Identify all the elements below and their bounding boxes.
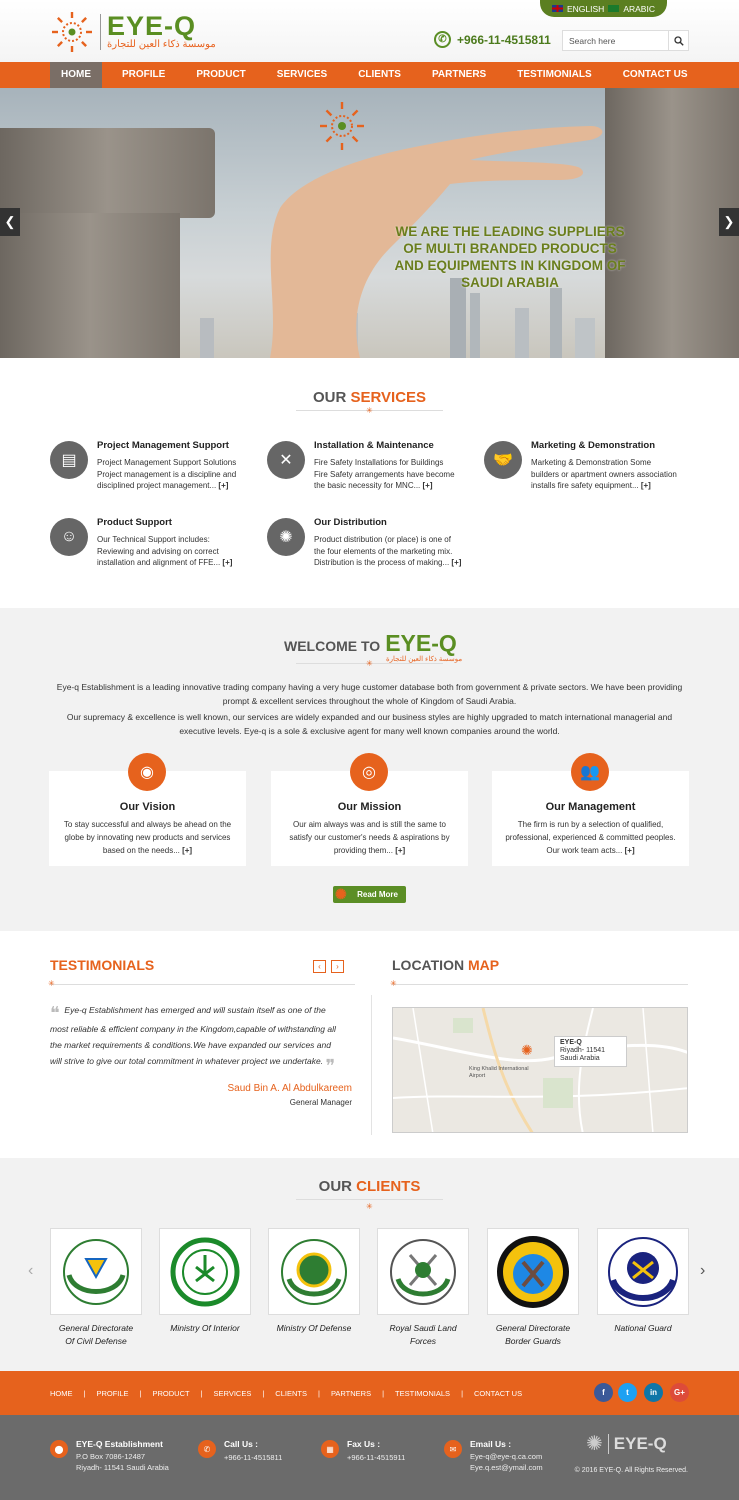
client-logo-ministry-interior[interactable] [159, 1228, 251, 1315]
search-button[interactable] [668, 31, 688, 50]
printer-icon: ▦ [321, 1440, 339, 1458]
email-icon: ✉ [444, 1440, 462, 1458]
footer-logo[interactable]: ✺ EYE-Q [586, 1433, 667, 1455]
footer-link-profile[interactable]: PROFILE [96, 1389, 129, 1398]
client-logo-civil-defense[interactable] [50, 1228, 142, 1315]
service-item[interactable]: ✕ Installation & Maintenance Fire Safety Installations for Buildings Fire Safety arrangements have become the basic necessity for MNC... [+] [267, 441, 467, 492]
phone-icon: ✆ [434, 31, 451, 48]
footer [0, 1415, 739, 1500]
location-map[interactable] [392, 1007, 688, 1133]
star-icon: ✺ [335, 886, 347, 902]
service-title: Project Management Support [97, 440, 229, 451]
footer-link-home[interactable]: HOME [50, 1389, 73, 1398]
map-pin-icon: ✺ [521, 1042, 533, 1058]
logo-arabic-text: موسسة ذكاء العين للتجارة [107, 39, 216, 50]
phone-icon: ✆ [198, 1440, 216, 1458]
nav-contact-us[interactable]: CONTACT US [622, 69, 688, 80]
clients-next-button[interactable]: › [700, 1262, 706, 1279]
border-guards-emblem-icon [493, 1232, 573, 1312]
location-pin-icon: ⬤ [50, 1440, 68, 1458]
welcome-paragraph-1: Eye-q Establishment is a leading innovative trading company having a very huge customer database both from government & private sectors. We have been providing prompt & excellent services throughout the whole of Kingdom of Saudi Arabia. [56, 682, 683, 706]
service-more-link[interactable]: [+] [218, 481, 229, 490]
welcome-paragraph-2: Our supremacy & excellence is well known, our services are widely expanded and our business styles are highly upgraded to match international managerial and executive levels. Eye-q is a sole & exclusive agent for many well known companies around the world. [66, 712, 673, 736]
clients-prev-button[interactable]: ‹ [28, 1262, 34, 1279]
service-title: Installation & Maintenance [314, 440, 434, 451]
divider-star-icon: ✳ [366, 406, 373, 415]
hero-tagline: WE ARE THE LEADING SUPPLIERS OF MULTI BRANDED PRODUCTS AND EQUIPMENTS IN KINGDOM OF SAUDI ARABIA [394, 224, 626, 290]
saudi-flag-icon [608, 5, 619, 12]
service-more-link[interactable]: [+] [640, 481, 651, 490]
client-logo-border-guards[interactable] [487, 1228, 579, 1315]
headset-icon: ☺ [50, 518, 88, 556]
client-logo-ministry-defense[interactable] [268, 1228, 360, 1315]
footer-link-services[interactable]: SERVICES [213, 1389, 252, 1398]
main-nav [0, 62, 739, 88]
client-name: General Directorate Border Guards [495, 1323, 571, 1346]
logo-star-icon [50, 10, 94, 54]
facebook-icon[interactable]: f [594, 1383, 613, 1402]
eye-icon: ◉ [128, 753, 166, 791]
card-more-link[interactable]: [+] [182, 846, 193, 855]
search-input[interactable]: Search here [569, 35, 616, 46]
hero-prev-button[interactable] [0, 208, 20, 236]
mission-card[interactable]: ◎ Our Mission Our aim always was and is still the same to satisfy our customer's needs & aspirations by providing them... [+] [271, 771, 468, 866]
clients-heading: OUR CLIENTS [318, 1178, 421, 1195]
nav-profile[interactable]: PROFILE [122, 69, 166, 80]
testimonial-next-button[interactable]: › [331, 960, 344, 973]
location-heading: LOCATION MAP [392, 957, 500, 973]
logo-text: EYE-Q [107, 11, 197, 41]
footer-link-testimonials[interactable]: TESTIMONIALS [395, 1389, 451, 1398]
team-icon: 👥 [571, 753, 609, 791]
land-forces-emblem-icon [388, 1237, 458, 1307]
lang-english-link[interactable]: ENGLISH [552, 4, 604, 14]
client-name: Ministry Of Defense [276, 1323, 352, 1333]
copyright: © 2016 EYE-Q. All Rights Reserved. [574, 1467, 688, 1474]
site-header [0, 0, 739, 62]
close-quote-icon: ❞ [325, 1056, 336, 1076]
target-icon: ◎ [350, 753, 388, 791]
footer-address: ⬤ EYE-Q Establishment P.O Box 7086-12487 Riyadh- 11541 Saudi Arabia [50, 1439, 169, 1473]
services-heading: OUR SERVICES [312, 389, 427, 406]
client-name: General Directorate Of Civil Defense [58, 1323, 134, 1346]
nav-clients[interactable]: CLIENTS [358, 69, 401, 80]
handshake-icon: 🤝 [484, 441, 522, 479]
footer-link-partners[interactable]: PARTNERS [330, 1389, 372, 1398]
testimonial-prev-button[interactable]: ‹ [313, 960, 326, 973]
divider-star-icon: ✳ [390, 979, 397, 988]
ministry-interior-emblem-icon [170, 1237, 240, 1307]
hero-slider [0, 88, 739, 358]
phone-number[interactable]: +966-11-4515811 [457, 32, 551, 47]
tools-icon: ✕ [267, 441, 305, 479]
language-bar [540, 0, 667, 17]
service-item[interactable]: ✺ Our Distribution Product distribution (or place) is one of the four elements of the marketing mix. Distribution is the process of making... [+] [267, 518, 467, 569]
service-item[interactable]: ☺ Product Support Our Technical Support includes: Reviewing and advising on correct installation and alignment of FFE... [+] [50, 518, 250, 569]
footer-nav: HOME | PROFILE | PRODUCT | SERVICES | CLIENTS | PARTNERS | TESTIMONIALS | CONTACT US f t in G+ [0, 1371, 739, 1415]
divider-vertical [371, 995, 372, 1135]
footer-link-clients[interactable]: CLIENTS [275, 1389, 307, 1398]
hero-logo-star-icon [320, 96, 364, 156]
nav-home[interactable]: HOME [50, 62, 102, 88]
map-info-popup: EYE-Q Riyadh- 11541 Saudi Arabia [554, 1036, 627, 1067]
service-item[interactable]: 🤝 Marketing & Demonstration Marketing & Demonstration Some builders or apartment owners association installs fire safety equipment... [+] [484, 441, 684, 492]
welcome-section [0, 608, 739, 931]
divider-star-icon: ✳ [48, 979, 55, 988]
search-box [562, 30, 689, 51]
management-card[interactable]: 👥 Our Management The firm is run by a selection of qualified, professional, experienced & committed peoples. Our work team acts... [+] [492, 771, 689, 866]
network-icon: ✺ [267, 518, 305, 556]
service-title: Our Distribution [314, 517, 387, 528]
service-title: Product Support [97, 517, 172, 528]
client-logo-land-forces[interactable] [377, 1228, 469, 1315]
service-more-link[interactable]: [+] [222, 558, 233, 567]
service-item[interactable]: ▤ Project Management Support Project Management Support Solutions Project management is a discipline and disciplined project management... [+] [50, 441, 250, 492]
welcome-heading: WELCOME TO EYE-Q [284, 630, 457, 656]
client-name: Ministry Of Interior [170, 1323, 240, 1333]
footer-fax: ▦ Fax Us : +966-11-4515911 [321, 1439, 405, 1463]
civil-defense-emblem-icon [61, 1237, 131, 1307]
client-name: National Guard [614, 1323, 672, 1333]
card-more-link[interactable]: [+] [395, 846, 406, 855]
divider-star-icon: ✳ [366, 659, 373, 668]
service-more-link[interactable]: [+] [451, 558, 462, 567]
map-airport-label: King Khalid International Airport [469, 1066, 529, 1079]
testimonial-role: General Manager [289, 1098, 352, 1107]
twitter-icon[interactable]: t [618, 1383, 637, 1402]
client-name: Royal Saudi Land Forces [389, 1323, 457, 1346]
google-plus-icon[interactable]: G+ [670, 1383, 689, 1402]
read-more-button[interactable]: ✺ Read More [333, 886, 406, 903]
footer-link-product[interactable]: PRODUCT [152, 1389, 190, 1398]
testimonials-heading: TESTIMONIALS [50, 957, 155, 973]
footer-link-contact-us[interactable]: CONTACT US [474, 1389, 523, 1398]
footer-call: ✆ Call Us : +966-11-4515811 [198, 1439, 282, 1463]
welcome-arabic-text: موسسة ذكاء العين للتجارة [386, 656, 463, 663]
national-guard-emblem-icon [603, 1232, 683, 1312]
service-more-link[interactable]: [+] [422, 481, 433, 490]
service-title: Marketing & Demonstration [531, 440, 656, 451]
ministry-defense-emblem-icon [279, 1237, 349, 1307]
search-icon [674, 36, 684, 46]
site-logo[interactable] [50, 10, 216, 54]
map-roads [393, 1008, 688, 1133]
testimonial-author: Saud Bin A. Al Abdulkareem [227, 1083, 352, 1094]
clipboard-icon: ▤ [50, 441, 88, 479]
divider-star-icon: ✳ [366, 1202, 373, 1211]
linkedin-icon[interactable]: in [644, 1383, 663, 1402]
chevron-right-icon: ❯ [723, 214, 735, 229]
uk-flag-icon [552, 5, 563, 12]
vision-card[interactable]: ◉ Our Vision To stay successful and always be ahead on the globe by innovating new products and services based on the needs... [+] [49, 771, 246, 866]
header-phone [434, 31, 551, 48]
nav-testimonials[interactable]: TESTIMONIALS [517, 69, 592, 80]
footer-logo-star-icon: ✺ [586, 1433, 603, 1455]
chevron-left-icon: ❮ [4, 214, 16, 229]
nav-partners[interactable]: PARTNERS [431, 69, 487, 80]
open-quote-icon: ❝ [50, 1003, 60, 1023]
testimonial-quote: ❝ Eye-q Establishment has emerged and will sustain itself as one of the most reliable & efficient company in the Kingdom,capable of withstanding all the market requirements & conditions.We have expanded our services and will strive to give our total commitment in whatever project we undertake. ❞ [50, 1003, 336, 1076]
footer-email: ✉ Email Us : Eye-q@eye-q.ca.com Eye.q.est@ymail.com [444, 1439, 543, 1473]
client-logo-national-guard[interactable] [597, 1228, 689, 1315]
hero-next-button[interactable] [719, 208, 739, 236]
lang-arabic-link[interactable]: ARABIC [608, 4, 655, 14]
nav-product[interactable]: PRODUCT [196, 69, 246, 80]
card-more-link[interactable]: [+] [624, 846, 635, 855]
nav-services[interactable]: SERVICES [276, 69, 328, 80]
